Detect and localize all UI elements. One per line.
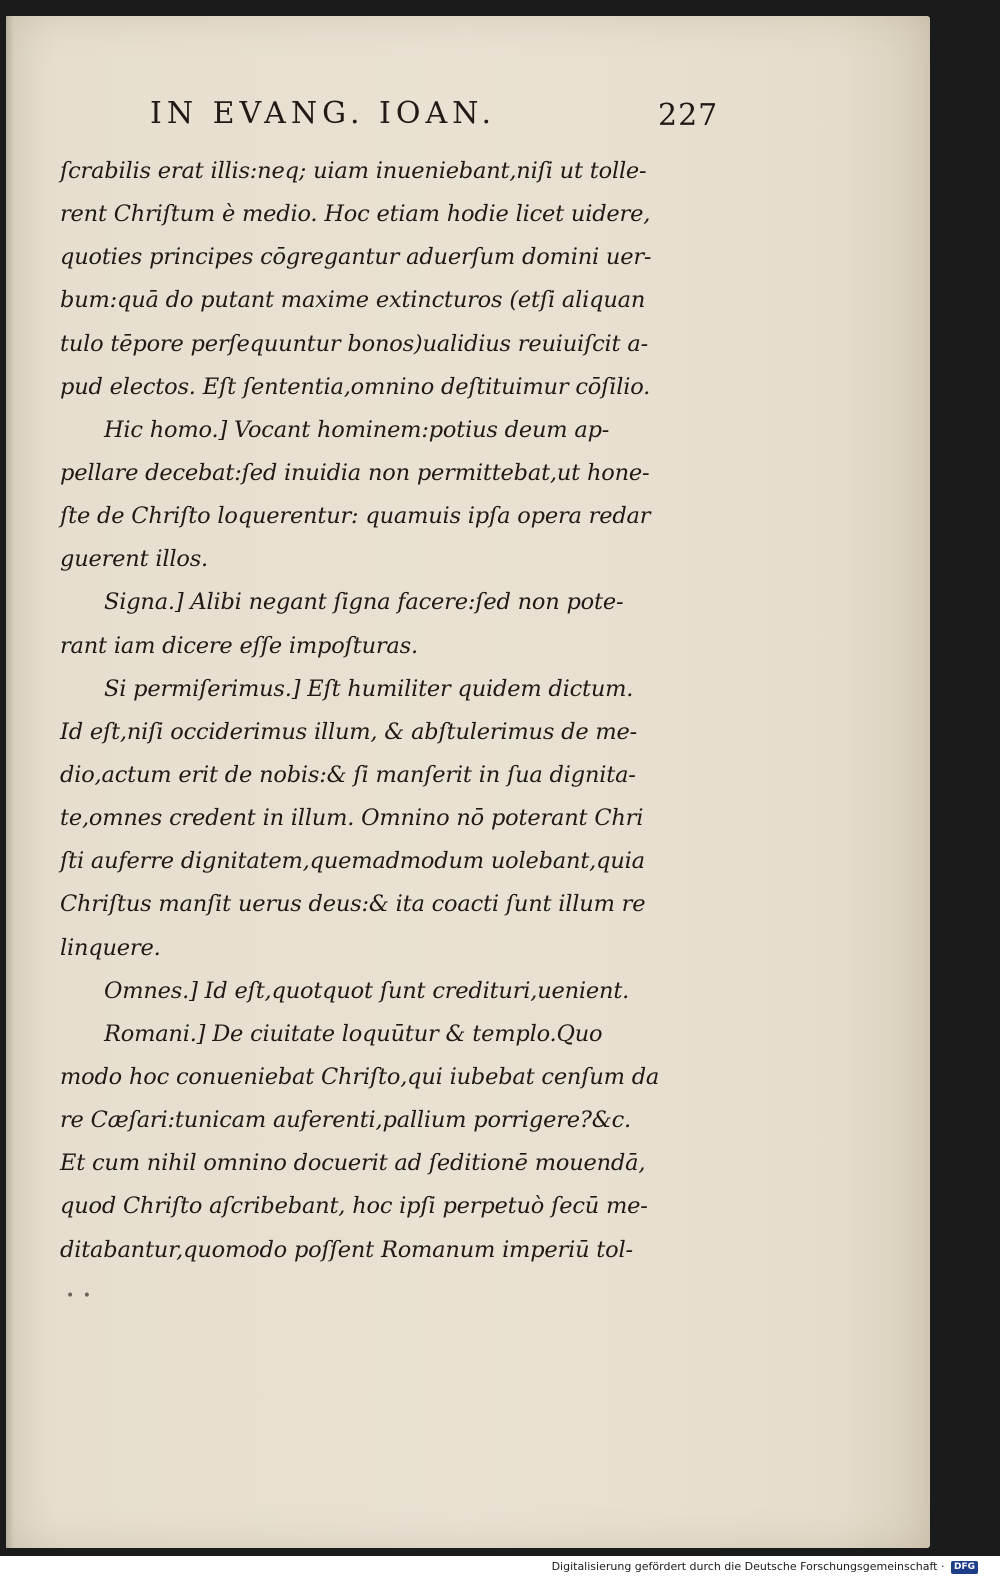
text-line: dio,actum erit de nobis:& ſi manſerit in ſua dignita- — [60, 761, 636, 788]
page-number: 227 — [658, 98, 719, 133]
lemma-line: Romani.] De ciuitate loquūtur & templo.Quo — [104, 1020, 603, 1047]
text-line: Chriſtus manſit uerus deus:& ita coacti ſunt illum re — [60, 891, 646, 918]
digitization-credit — [552, 1558, 978, 1576]
lemma-line: Omnes.] Id eſt,quotquot ſunt credituri,uenient. — [104, 977, 630, 1004]
text-line: rent Chriſtum è medio. Hoc etiam hodie licet uidere, — [60, 201, 651, 228]
text-line: quod Chriſto aſcribebant, hoc ipſi perpetuò ſecū me- — [60, 1193, 648, 1220]
text-line: ditabantur,quomodo poſſent Romanum imperiū tol- — [60, 1236, 633, 1263]
text-line: te,omnes credent in illum. Omnino nō poterant Chri — [60, 805, 644, 832]
lemma-line: Si permiſerimus.] Eſt humiliter quidem dictum. — [104, 675, 634, 702]
running-title: IN EVANG. IOAN. — [150, 96, 497, 131]
text-line: modo hoc conueniebat Chriſto,qui iubebat cenſum da — [60, 1063, 660, 1090]
text-line: pellare decebat:ſed inuidia non permittebat,ut hone- — [60, 459, 650, 486]
text-line: ſte de Chriſto loquerentur: quamuis ipſa opera redar — [60, 503, 651, 530]
text-line: quoties principes cōgregantur aduerſum domini uer- — [60, 244, 652, 271]
text-line: ſcrabilis erat illis:neq; uiam inueniebant,niſi ut tolle- — [60, 158, 647, 184]
body-text — [60, 150, 740, 1272]
dfg-logo: DFG — [951, 1561, 978, 1574]
lemma-line: Signa.] Alibi negant ſigna facere:ſed non pote- — [104, 589, 624, 616]
page-gutter-shadow — [6, 16, 14, 1548]
text-line: rant iam dicere eſſe impoſturas. — [60, 632, 418, 659]
text-line: tulo tēpore perſequuntur bonos)ualidius reuiuiſcit a- — [60, 330, 648, 357]
credit-text: Digitalisierung gefördert durch die Deutsche Forschungsgemeinschaft · — [551, 1560, 945, 1573]
catchword: • • — [66, 1288, 93, 1304]
text-line: bum:quā do putant maxime extincturos (etſi aliquan — [60, 287, 646, 314]
text-line: linquere. — [60, 934, 161, 961]
text-line: guerent illos. — [60, 546, 208, 573]
text-line: Id eſt,niſi occiderimus illum, & abſtulerimus de me- — [60, 718, 638, 745]
lemma-line: Hic homo.] Vocant hominem:potius deum ap- — [104, 416, 610, 443]
text-line: re Cæſari:tunicam auferenti,pallium porrigere?&c. — [60, 1107, 631, 1134]
text-line: ſti auferre dignitatem,quemadmodum uolebant,quia — [60, 848, 645, 875]
text-line: Et cum nihil omnino docuerit ad ſeditionē mouendā, — [60, 1150, 646, 1177]
text-line: pud electos. Eſt ſententia,omnino deſtituimur cōſilio. — [60, 373, 651, 400]
